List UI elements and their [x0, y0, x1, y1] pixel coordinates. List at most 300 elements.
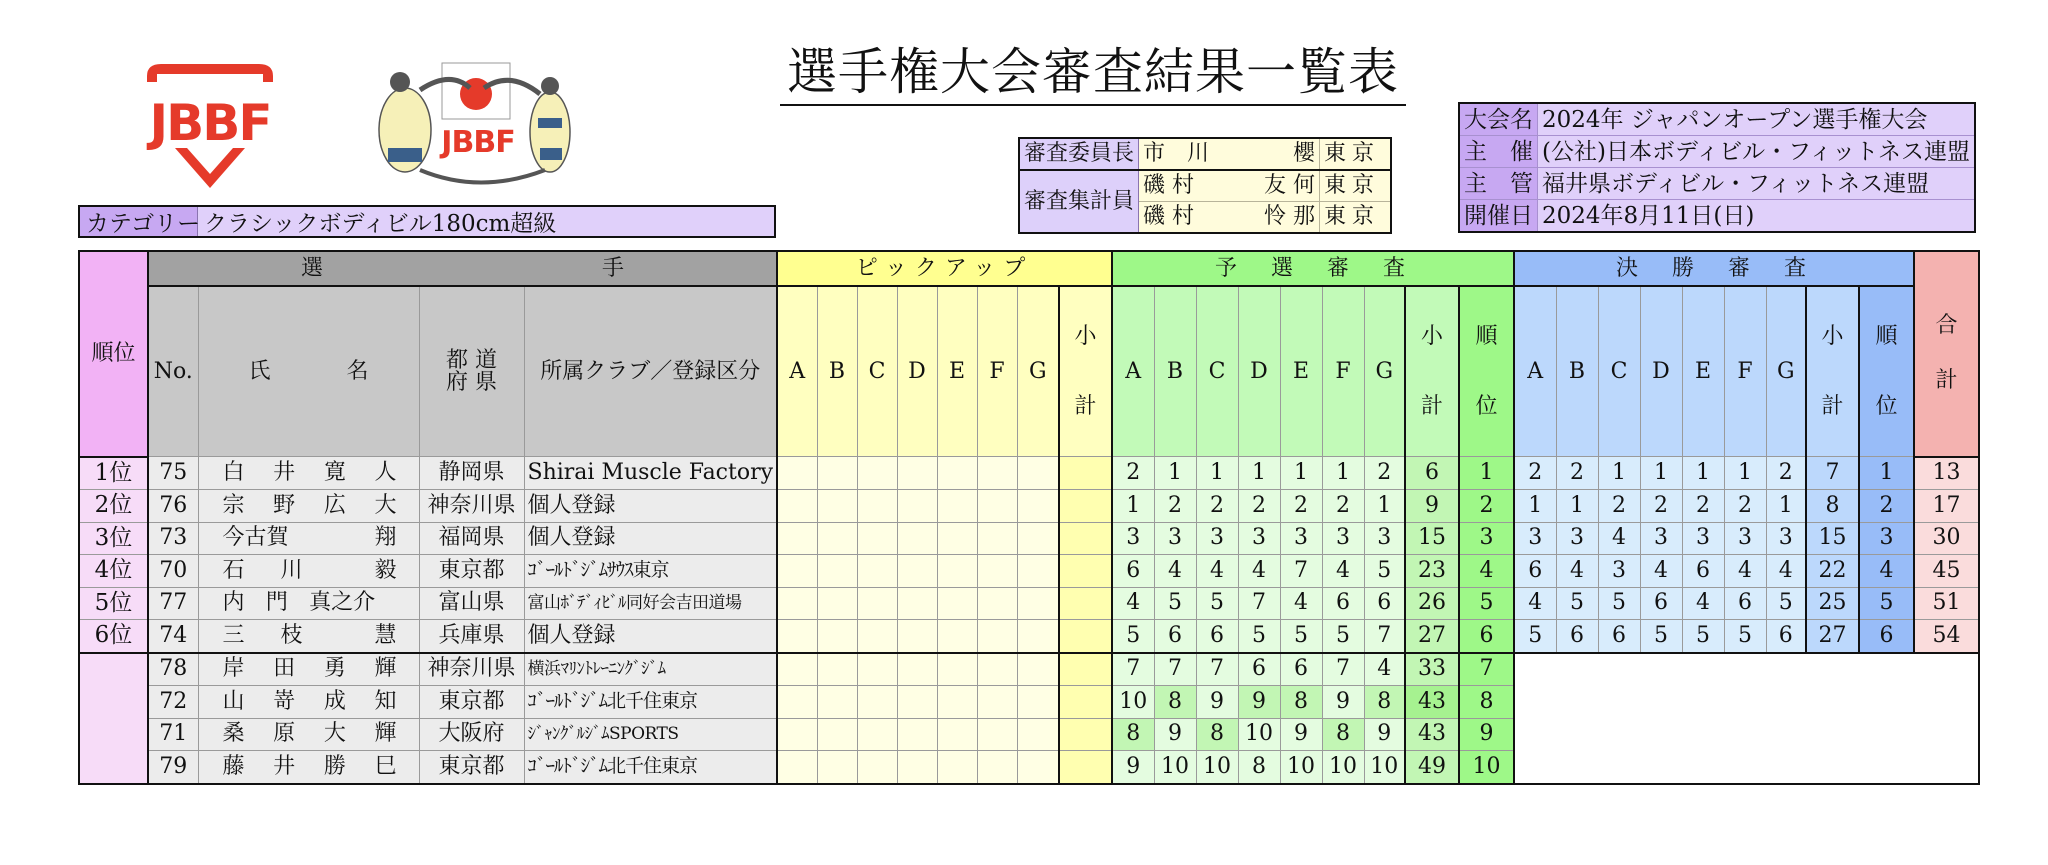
event-label: 大会名 [1459, 103, 1538, 136]
prelim-score: 1 [1322, 457, 1364, 490]
pickup-score [777, 620, 817, 653]
total-score: 30 [1914, 522, 1979, 555]
pickup-score [977, 686, 1017, 719]
athlete-number: 74 [148, 620, 198, 653]
pickup-score [897, 522, 937, 555]
header-group-row [79, 251, 1979, 286]
pickup-score [897, 751, 937, 784]
pickup-subtotal [1059, 587, 1112, 620]
prelim-placing: 10 [1459, 751, 1514, 784]
athlete-name-parts [199, 592, 419, 614]
pickup-group-header: ピックアップ [777, 251, 1112, 286]
event-value: 福井県ボディビル・フィットネス連盟 [1538, 168, 1976, 200]
athlete-name [198, 751, 419, 784]
page-title: 選手権大会審査結果一覧表 [780, 42, 1406, 106]
pickup-score [897, 686, 937, 719]
final-subtotal: 22 [1806, 555, 1859, 588]
pickup-score [977, 751, 1017, 784]
final-placing: 1 [1859, 457, 1914, 490]
pickup-score [777, 686, 817, 719]
pref-header-bottom: 府 県 [446, 369, 497, 395]
name-part: 三 [222, 622, 245, 648]
event-row [1459, 103, 1975, 136]
athlete-row [79, 620, 1979, 653]
athlete-club: 個人登録 [524, 620, 777, 653]
prelim-score: 7 [1154, 653, 1196, 686]
athlete-row [79, 457, 1979, 490]
final-score: 4 [1640, 555, 1682, 588]
final-placing-header [1859, 286, 1914, 457]
pickup-score [817, 620, 857, 653]
pickup-score [1017, 718, 1059, 751]
prelim-subtotal-header [1405, 286, 1459, 457]
athlete-name-parts [199, 462, 419, 484]
prelim-score: 1 [1196, 457, 1238, 490]
final-score: 2 [1640, 490, 1682, 523]
pickup-score [857, 620, 897, 653]
pickup-score [937, 457, 977, 490]
tally-pref: 東京 [1320, 202, 1392, 234]
empty-final-area [1514, 751, 1979, 784]
subtotal-header-top: 小 [1420, 323, 1443, 349]
prelim-score: 7 [1280, 555, 1322, 588]
rank-cell: 1位 [79, 457, 148, 490]
placing-header-top: 順 [1875, 323, 1898, 349]
name-part: 原 [273, 721, 296, 747]
final-score: 3 [1682, 522, 1724, 555]
prelim-score: 9 [1112, 751, 1154, 784]
final-judge-header: B [1556, 286, 1598, 457]
prelim-score: 6 [1196, 620, 1238, 653]
pickup-score [937, 718, 977, 751]
prelim-score: 8 [1112, 718, 1154, 751]
rank-cell: 2位 [79, 490, 148, 523]
name-part: 藤 [222, 753, 245, 779]
pickup-subtotal [1059, 718, 1112, 751]
athlete-number: 72 [148, 686, 198, 719]
name-header [198, 286, 419, 457]
final-score: 3 [1766, 522, 1806, 555]
prelim-score: 1 [1280, 457, 1322, 490]
chief-judge-family-name: 市 川 [1143, 141, 1210, 166]
final-score: 1 [1724, 457, 1766, 490]
final-judge-header: A [1514, 286, 1556, 457]
pickup-subtotal [1059, 555, 1112, 588]
prelim-subtotal: 26 [1405, 587, 1459, 620]
club-header: 所属クラブ／登録区分 [524, 286, 777, 457]
prelim-score: 4 [1238, 555, 1280, 588]
prelim-placing: 3 [1459, 522, 1514, 555]
empty-final-area [1514, 718, 1979, 751]
prelim-placing: 2 [1459, 490, 1514, 523]
prelim-score: 3 [1112, 522, 1154, 555]
athlete-row [79, 490, 1979, 523]
final-subtotal: 15 [1806, 522, 1859, 555]
prelim-score: 1 [1112, 490, 1154, 523]
total-score: 45 [1914, 555, 1979, 588]
prelim-score: 5 [1280, 620, 1322, 653]
final-placing: 2 [1859, 490, 1914, 523]
final-score: 1 [1682, 457, 1724, 490]
name-part: 石 [222, 557, 245, 583]
pickup-score [817, 457, 857, 490]
prelim-subtotal: 15 [1405, 522, 1459, 555]
prelim-placing: 6 [1459, 620, 1514, 653]
athlete-prefecture: 富山県 [419, 587, 524, 620]
prelim-score: 9 [1280, 718, 1322, 751]
prelim-placing: 8 [1459, 686, 1514, 719]
pickup-judge-header: A [777, 286, 817, 457]
pickup-score [977, 555, 1017, 588]
pickup-score [937, 686, 977, 719]
final-score: 6 [1514, 555, 1556, 588]
prelim-score: 3 [1154, 522, 1196, 555]
category-value: クラシックボディビル180cm超級 [204, 211, 557, 237]
final-score: 4 [1556, 555, 1598, 588]
pickup-score [897, 620, 937, 653]
final-score: 5 [1640, 620, 1682, 653]
prelim-score: 6 [1112, 555, 1154, 588]
final-score: 3 [1640, 522, 1682, 555]
athlete-name [198, 718, 419, 751]
athlete-row [79, 653, 1979, 686]
name-part: 井 [273, 460, 296, 485]
pickup-score [937, 522, 977, 555]
prelim-score: 5 [1322, 620, 1364, 653]
rank-cell: 4位 [79, 555, 148, 588]
pickup-score [777, 522, 817, 555]
pickup-score [1017, 457, 1059, 490]
name-part: 成 [323, 688, 346, 714]
prelim-score: 8 [1196, 718, 1238, 751]
prelim-score: 3 [1280, 522, 1322, 555]
prelim-score: 10 [1154, 751, 1196, 784]
event-row [1459, 168, 1975, 200]
pickup-score [817, 587, 857, 620]
athlete-prefecture: 静岡県 [419, 457, 524, 490]
event-label: 開催日 [1459, 200, 1538, 233]
prelim-judge-header: F [1322, 286, 1364, 457]
prelim-judge-header: A [1112, 286, 1154, 457]
pickup-score [1017, 620, 1059, 653]
name-part: 井 [273, 753, 296, 779]
total-header-bottom: 計 [1935, 368, 1958, 394]
pickup-score [777, 718, 817, 751]
pickup-score [857, 555, 897, 588]
final-score: 1 [1640, 457, 1682, 490]
name-part: 輝 [374, 656, 397, 682]
pickup-score [1017, 751, 1059, 784]
prelim-score: 7 [1112, 653, 1154, 686]
prelim-score: 3 [1238, 522, 1280, 555]
player-group-right: 手 [601, 255, 624, 281]
pickup-score [977, 522, 1017, 555]
event-label: 主 管 [1459, 168, 1538, 200]
prelim-score: 3 [1196, 522, 1238, 555]
prelim-subtotal: 43 [1405, 686, 1459, 719]
final-placing: 4 [1859, 555, 1914, 588]
pickup-subtotal [1059, 490, 1112, 523]
prelim-score: 2 [1238, 490, 1280, 523]
pickup-score [897, 490, 937, 523]
final-score: 4 [1724, 555, 1766, 588]
final-score: 6 [1640, 587, 1682, 620]
prelim-score: 6 [1322, 587, 1364, 620]
athlete-name-parts [199, 622, 419, 648]
final-score: 1 [1556, 490, 1598, 523]
pickup-score [977, 653, 1017, 686]
prelim-judge-header: G [1364, 286, 1405, 457]
pickup-score [777, 653, 817, 686]
prelim-score: 10 [1112, 686, 1154, 719]
pickup-score [817, 490, 857, 523]
name-part: 広 [323, 492, 346, 518]
pickup-score [977, 490, 1017, 523]
jbbf-logo [135, 60, 285, 195]
judges-table [1018, 137, 1392, 234]
athlete-name-parts [199, 492, 419, 518]
name-part: 内 [222, 590, 245, 616]
final-score: 2 [1514, 457, 1556, 490]
player-group-header [148, 251, 777, 286]
final-score: 4 [1766, 555, 1806, 588]
athlete-prefecture: 福岡県 [419, 522, 524, 555]
prelim-score: 10 [1364, 751, 1405, 784]
pickup-score [817, 686, 857, 719]
prelim-placing: 5 [1459, 587, 1514, 620]
name-part: 人 [374, 460, 397, 485]
name-part: 白 [222, 460, 245, 485]
pickup-score [1017, 653, 1059, 686]
event-value: 2024年8月11日(日) [1538, 200, 1976, 233]
name-part: 真之介 [309, 590, 376, 616]
placing-header-bottom: 位 [1875, 393, 1898, 419]
name-part: 毅 [374, 557, 397, 583]
athlete-club: 富山ﾎﾞﾃﾞｨﾋﾞﾙ同好会吉田道場 [524, 587, 777, 620]
prelim-score: 3 [1322, 522, 1364, 555]
pickup-judge-header: B [817, 286, 857, 457]
athlete-number: 77 [148, 587, 198, 620]
tally-family-name: 磯 村 [1143, 204, 1195, 229]
rank-header: 順位 [79, 251, 148, 457]
final-judge-header: E [1682, 286, 1724, 457]
prelim-judge-header: D [1238, 286, 1280, 457]
athlete-prefecture: 東京都 [419, 686, 524, 719]
athlete-prefecture: 神奈川県 [419, 490, 524, 523]
tally-family-name: 磯 村 [1143, 173, 1195, 198]
prelim-score: 4 [1280, 587, 1322, 620]
svg-text:JBBF: JBBF [149, 94, 271, 152]
prelim-score: 8 [1322, 718, 1364, 751]
final-subtotal: 25 [1806, 587, 1859, 620]
prelim-score: 7 [1364, 620, 1405, 653]
prelim-score: 6 [1280, 653, 1322, 686]
athlete-name-parts [199, 658, 419, 680]
total-score: 51 [1914, 587, 1979, 620]
event-info-table [1458, 102, 1976, 233]
subtotal-header-bottom: 計 [1420, 393, 1443, 419]
prelim-score: 2 [1154, 490, 1196, 523]
rank-cell: 5位 [79, 587, 148, 620]
prelim-score: 6 [1364, 587, 1405, 620]
name-part: 枝 [280, 622, 303, 648]
pickup-score [977, 620, 1017, 653]
event-value: (公社)日本ボディビル・フィットネス連盟 [1538, 136, 1976, 168]
pickup-subtotal [1059, 686, 1112, 719]
placing-header-bottom: 位 [1475, 393, 1498, 419]
prelim-judge-header: E [1280, 286, 1322, 457]
athlete-number: 73 [148, 522, 198, 555]
athlete-club: 横浜ﾏﾘﾝﾄﾚｰﾆﾝｸﾞｼﾞﾑ [524, 653, 777, 686]
name-part: 門 [265, 590, 288, 616]
final-placing: 3 [1859, 522, 1914, 555]
prelim-score: 2 [1322, 490, 1364, 523]
final-score: 3 [1724, 522, 1766, 555]
final-score: 1 [1598, 457, 1640, 490]
prelim-score: 9 [1322, 686, 1364, 719]
pickup-score [777, 490, 817, 523]
athlete-row [79, 555, 1979, 588]
final-score: 3 [1514, 522, 1556, 555]
athlete-row [79, 686, 1979, 719]
athlete-club: 個人登録 [524, 522, 777, 555]
athlete-club: ｼﾞｬﾝｸﾞﾙｼﾞﾑSPORTS [524, 718, 777, 751]
category-box [78, 205, 776, 238]
prelim-score: 7 [1238, 587, 1280, 620]
final-score: 6 [1766, 620, 1806, 653]
prelim-judge-header: C [1196, 286, 1238, 457]
pickup-judge-header: C [857, 286, 897, 457]
name-part: 今古賀 [222, 525, 289, 551]
pickup-subtotal [1059, 457, 1112, 490]
chief-judge-pref: 東京 [1320, 138, 1392, 170]
final-score: 1 [1766, 490, 1806, 523]
pickup-score [937, 620, 977, 653]
event-label: 主 催 [1459, 136, 1538, 168]
final-score: 6 [1724, 587, 1766, 620]
svg-text:JBBF: JBBF [441, 125, 515, 160]
prelim-subtotal: 23 [1405, 555, 1459, 588]
athlete-club: ｺﾞｰﾙﾄﾞｼﾞﾑ北千住東京 [524, 751, 777, 784]
prelim-score: 9 [1364, 718, 1405, 751]
athlete-name-parts [199, 723, 419, 745]
pickup-judge-header: F [977, 286, 1017, 457]
prelim-score: 5 [1196, 587, 1238, 620]
final-score: 4 [1682, 587, 1724, 620]
prelim-score: 8 [1364, 686, 1405, 719]
pickup-score [977, 587, 1017, 620]
event-row [1459, 136, 1975, 168]
pickup-score [1017, 686, 1059, 719]
athlete-club: 個人登録 [524, 490, 777, 523]
pickup-score [857, 490, 897, 523]
pickup-score [1017, 490, 1059, 523]
final-subtotal: 27 [1806, 620, 1859, 653]
pickup-judge-header: D [897, 286, 937, 457]
prelim-score: 2 [1196, 490, 1238, 523]
pickup-score [1017, 587, 1059, 620]
name-part: 勝 [323, 753, 346, 779]
pickup-score [857, 522, 897, 555]
pickup-score [857, 751, 897, 784]
total-header-top: 合 [1935, 313, 1958, 339]
name-header-given: 名 [346, 358, 369, 384]
final-score: 3 [1556, 522, 1598, 555]
final-judge-header: C [1598, 286, 1640, 457]
pickup-score [937, 653, 977, 686]
prelim-subtotal: 27 [1405, 620, 1459, 653]
prelim-subtotal: 33 [1405, 653, 1459, 686]
pickup-score [937, 555, 977, 588]
pickup-score [897, 653, 937, 686]
total-score: 17 [1914, 490, 1979, 523]
pickup-score [857, 457, 897, 490]
athlete-club: Shirai Muscle Factory [524, 457, 777, 490]
prelim-score: 6 [1238, 653, 1280, 686]
prelim-score: 2 [1112, 457, 1154, 490]
pickup-judge-header: E [937, 286, 977, 457]
name-part: 桑 [222, 721, 245, 747]
final-judge-header: F [1724, 286, 1766, 457]
athlete-number: 75 [148, 457, 198, 490]
pickup-score [857, 718, 897, 751]
athlete-prefecture: 東京都 [419, 751, 524, 784]
final-score: 3 [1598, 555, 1640, 588]
tally-row [1019, 170, 1391, 202]
rank-cell: 6位 [79, 620, 148, 653]
no-header: No. [148, 286, 198, 457]
athlete-prefecture: 兵庫県 [419, 620, 524, 653]
athlete-number: 76 [148, 490, 198, 523]
pickup-score [857, 587, 897, 620]
final-judge-header: D [1640, 286, 1682, 457]
prelim-score: 10 [1238, 718, 1280, 751]
prelim-score: 1 [1364, 490, 1405, 523]
prelim-placing: 7 [1459, 653, 1514, 686]
final-score: 6 [1682, 555, 1724, 588]
prelim-score: 10 [1196, 751, 1238, 784]
event-row [1459, 200, 1975, 233]
pref-header-top: 都 道 [446, 347, 497, 373]
chief-judge-label: 審査委員長 [1019, 138, 1139, 170]
name-part: 知 [374, 688, 397, 714]
pickup-score [897, 555, 937, 588]
prelim-score: 4 [1322, 555, 1364, 588]
athlete-name [198, 490, 419, 523]
rank-cell: 3位 [79, 522, 148, 555]
name-part: 大 [323, 721, 346, 747]
athlete-club: ｺﾞｰﾙﾄﾞｼﾞﾑｻｳｽ東京 [524, 555, 777, 588]
athlete-row [79, 751, 1979, 784]
prelim-score: 5 [1112, 620, 1154, 653]
prelim-score: 4 [1112, 587, 1154, 620]
prelim-placing-header [1459, 286, 1514, 457]
pickup-score [857, 686, 897, 719]
athlete-row [79, 522, 1979, 555]
pickup-score [897, 587, 937, 620]
pickup-subtotal [1059, 620, 1112, 653]
prelim-score: 4 [1364, 653, 1405, 686]
pickup-score [857, 653, 897, 686]
athlete-name [198, 555, 419, 588]
name-part: 山 [222, 688, 245, 714]
athlete-name-parts [199, 753, 419, 779]
final-score: 4 [1598, 522, 1640, 555]
prelim-score: 5 [1154, 587, 1196, 620]
name-part: 嵜 [273, 688, 296, 714]
final-score: 5 [1724, 620, 1766, 653]
total-score: 54 [1914, 620, 1979, 653]
